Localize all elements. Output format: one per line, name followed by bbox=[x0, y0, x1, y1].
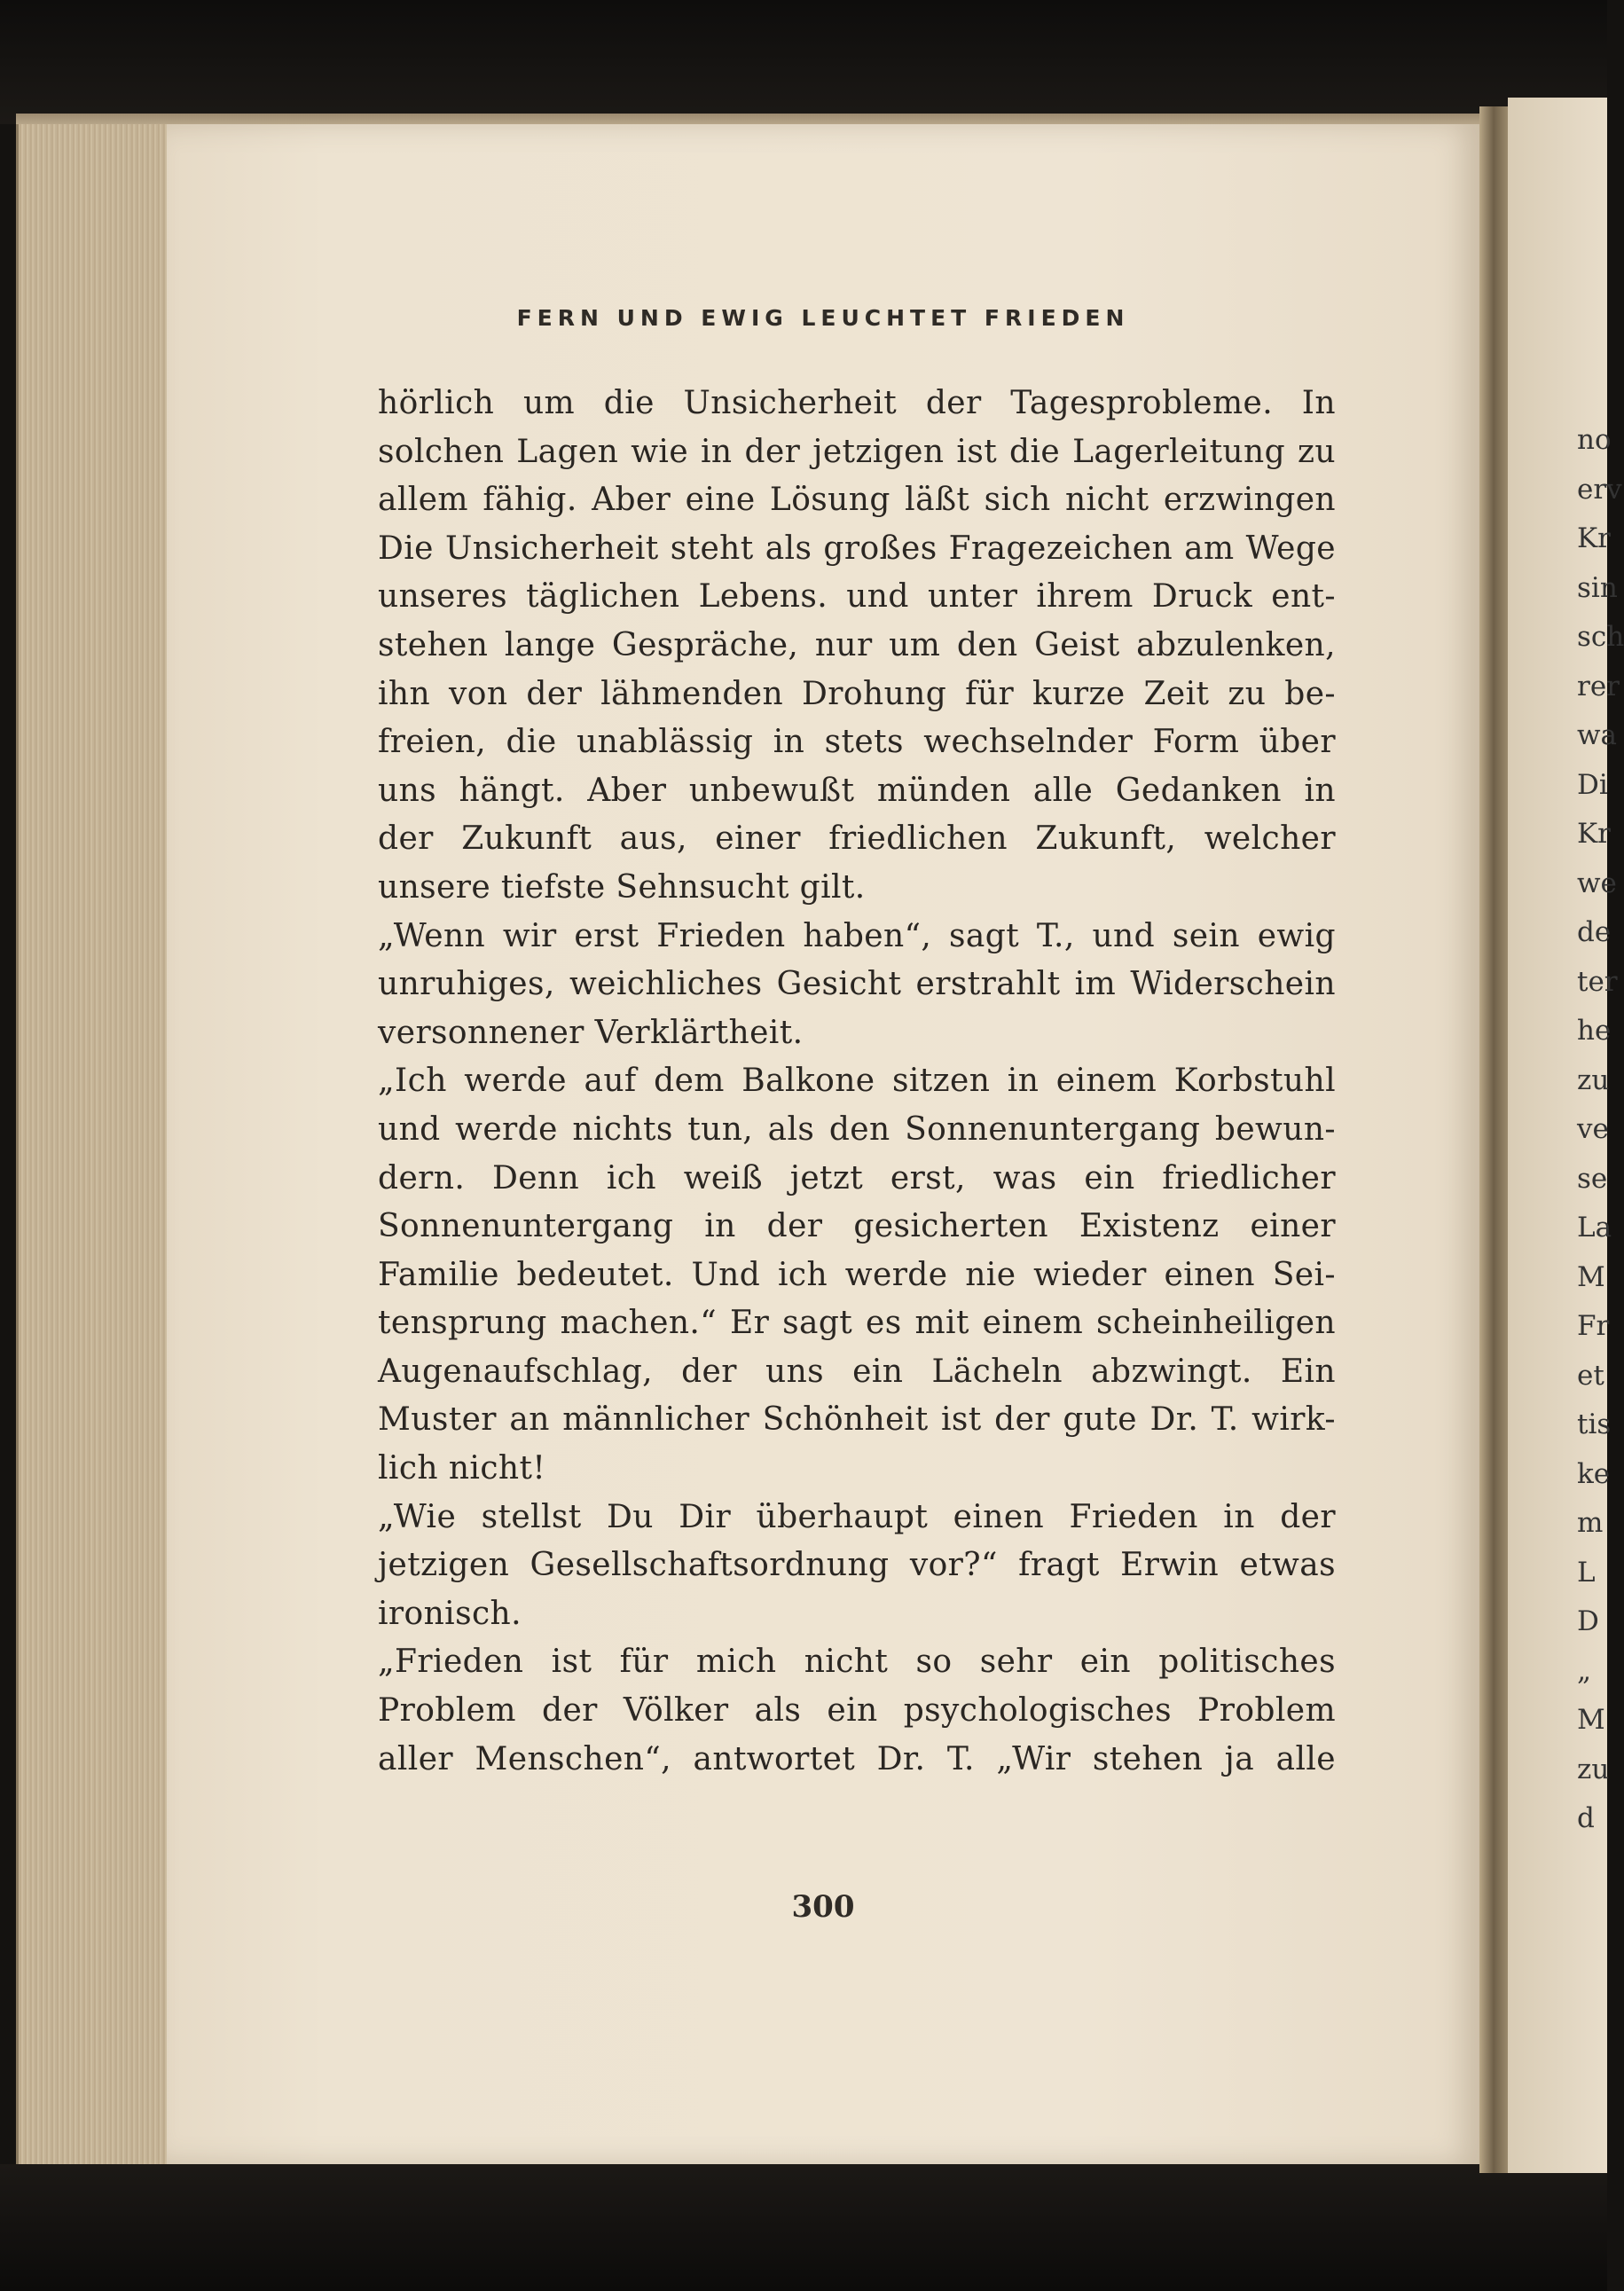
facing-page-fragment: sch bbox=[1577, 621, 1624, 653]
facing-page-fragment: no bbox=[1577, 424, 1612, 456]
facing-page-fragment: Di bbox=[1577, 768, 1608, 801]
text-line: „Ich werde auf dem Balkone sitzen in einem Korbstuhl bbox=[378, 1063, 1336, 1100]
facing-page-fragment: Kr bbox=[1577, 818, 1611, 850]
body-text bbox=[378, 380, 1336, 1784]
facing-page-fragment: ke bbox=[1577, 1457, 1611, 1490]
running-head: FERN UND EWIG LEUCHTET FRIEDEN bbox=[516, 305, 1130, 331]
text-line: hörlich um die Unsicherheit der Tagesprobleme. In bbox=[378, 385, 1336, 421]
text-line: ironisch. bbox=[378, 1595, 522, 1632]
text-line: aller Menschen“, antwortet Dr. T. „Wir stehen ja alle bbox=[378, 1740, 1336, 1777]
page-number: 300 bbox=[791, 1889, 855, 1925]
text-line: „Wenn wir erst Frieden haben“, sagt T., und sein ewig bbox=[378, 917, 1336, 954]
facing-page-fragment: erv bbox=[1577, 473, 1622, 506]
book-page bbox=[167, 124, 1479, 2164]
text-line: der Zukunft aus, einer friedlichen Zukunft, welcher bbox=[378, 820, 1336, 858]
facing-page-fragment: wa bbox=[1577, 719, 1618, 751]
facing-page-fragment: tis bbox=[1577, 1408, 1612, 1440]
text-line: Muster an männlicher Schönheit ist der gute Dr. T. wirk- bbox=[378, 1401, 1336, 1439]
text-line: Augenaufschlag, der uns ein Lächeln abzwingt. Ein bbox=[378, 1353, 1336, 1390]
text-line: uns hängt. Aber unbewußt münden alle Gedanken in bbox=[378, 772, 1336, 809]
text-line: Die Unsicherheit steht als großes Fragezeichen am Wege bbox=[378, 530, 1336, 567]
facing-page-fragment: se bbox=[1577, 1162, 1608, 1195]
background-top bbox=[0, 0, 1607, 124]
text-line: unruhiges, weichliches Gesicht erstrahlt im Widerschein bbox=[378, 966, 1336, 1003]
facing-page-fragment: zu bbox=[1577, 1753, 1610, 1785]
text-line: Sonnenuntergang in der gesicherten Existenz einer bbox=[378, 1208, 1336, 1245]
text-line: und werde nichts tun, als den Sonnenuntergang bewun- bbox=[378, 1110, 1336, 1148]
text-line: versonnener Verklärtheit. bbox=[378, 1014, 804, 1051]
text-line: dern. Denn ich weiß jetzt erst, was ein friedlicher bbox=[378, 1159, 1336, 1196]
text-line: freien, die unablässig in stets wechselnder Form über bbox=[378, 724, 1336, 761]
facing-page-fragment: D bbox=[1577, 1605, 1599, 1637]
facing-page-fragment: he bbox=[1577, 1015, 1612, 1047]
facing-page-fragment: d bbox=[1577, 1802, 1595, 1834]
facing-page-fragment: „ bbox=[1577, 1654, 1592, 1687]
book-gutter bbox=[1479, 106, 1508, 2173]
text-line: jetzigen Gesellschaftsordnung vor?“ fragt Erwin etwas bbox=[378, 1547, 1336, 1584]
facing-page-fragment: rer bbox=[1577, 670, 1620, 702]
text-line: tensprung machen.“ Er sagt es mit einem scheinheiligen bbox=[378, 1305, 1336, 1342]
text-line: allem fähig. Aber eine Lösung läßt sich nicht erzwingen bbox=[378, 482, 1336, 519]
text-line: unsere tiefste Sehnsucht gilt. bbox=[378, 868, 866, 906]
background-bottom bbox=[0, 2164, 1607, 2291]
facing-page-fragment: Kr bbox=[1577, 522, 1611, 554]
text-line: lich nicht! bbox=[378, 1450, 546, 1487]
text-line: ihn von der lähmenden Drohung für kurze Zeit zu be- bbox=[378, 675, 1336, 712]
text-line: unseres täglichen Lebens. und unter ihrem Druck ent- bbox=[378, 578, 1336, 616]
text-line: solchen Lagen wie in der jetzigen ist die Lagerleitung zu bbox=[378, 433, 1336, 470]
facing-page-fragment: m bbox=[1577, 1507, 1604, 1539]
text-line: Problem der Völker als ein psychologisches Problem bbox=[378, 1692, 1336, 1730]
facing-page-fragment: La bbox=[1577, 1212, 1612, 1244]
page-stack-left-edge bbox=[16, 124, 169, 2164]
text-line: Familie bedeutet. Und ich werde nie wieder einen Sei- bbox=[378, 1256, 1336, 1293]
facing-page-fragment: ter bbox=[1577, 965, 1618, 998]
facing-page-fragment: we bbox=[1577, 867, 1617, 899]
facing-page-fragment: Fr bbox=[1577, 1310, 1610, 1342]
facing-page-fragment: de bbox=[1577, 916, 1612, 948]
text-line: „Wie stellst Du Dir überhaupt einen Frieden in der bbox=[378, 1498, 1336, 1535]
text-line: „Frieden ist für mich nicht so sehr ein politisches bbox=[378, 1644, 1336, 1681]
facing-page-fragment: sin bbox=[1577, 571, 1618, 604]
facing-page-fragment: M bbox=[1577, 1260, 1605, 1293]
text-line: stehen lange Gespräche, nur um den Geist abzulenken, bbox=[378, 626, 1336, 663]
facing-page-fragment: ve bbox=[1577, 1113, 1609, 1145]
facing-page-fragment: M bbox=[1577, 1704, 1605, 1736]
facing-page-fragment: et bbox=[1577, 1359, 1604, 1392]
facing-page-fragment: L bbox=[1577, 1556, 1596, 1589]
facing-page-fragment: zu bbox=[1577, 1063, 1610, 1096]
facing-page-edge bbox=[1508, 98, 1624, 2173]
